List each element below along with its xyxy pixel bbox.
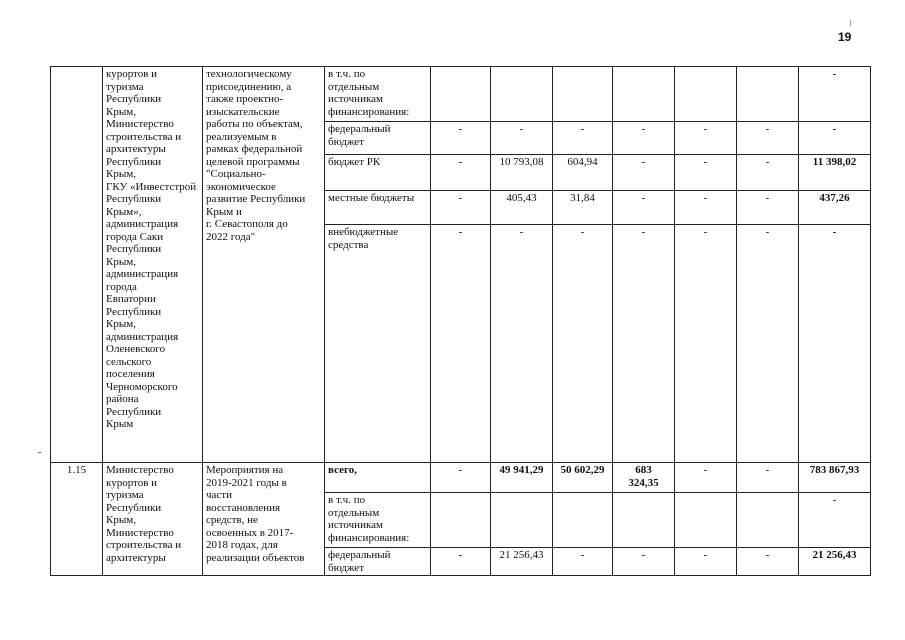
value-cell: -	[737, 191, 799, 225]
value-cell: -	[613, 548, 675, 576]
value-cell: -	[431, 155, 491, 191]
value-cell: -	[491, 225, 553, 463]
description-cell: Мероприятия на 2019-2021 годы в части восстановления средств, не освоенных в 2017- 2018 годах, для реализации объектов	[203, 463, 325, 576]
page-number: 19	[838, 30, 852, 44]
total-cell: 437,26	[799, 191, 871, 225]
stray-mark	[38, 452, 41, 453]
value-cell	[675, 493, 737, 548]
total-cell: -	[799, 67, 871, 122]
value-cell: -	[553, 225, 613, 463]
value-cell: -	[613, 155, 675, 191]
value-cell: -	[553, 548, 613, 576]
value-cell: -	[553, 122, 613, 155]
value-cell: 21 256,43	[491, 548, 553, 576]
total-cell: 783 867,93	[799, 463, 871, 493]
value-cell	[737, 67, 799, 122]
value-cell: -	[737, 225, 799, 463]
total-cell: 11 398,02	[799, 155, 871, 191]
value-cell: -	[675, 463, 737, 493]
value-cell: -	[431, 122, 491, 155]
value-cell: 49 941,29	[491, 463, 553, 493]
value-cell: -	[431, 225, 491, 463]
value-cell	[613, 67, 675, 122]
table-row	[51, 463, 871, 493]
source-cell: в т.ч. по отдельным источникам финансирования:	[325, 67, 431, 122]
value-cell: -	[675, 225, 737, 463]
value-cell	[613, 493, 675, 548]
table-row	[51, 67, 871, 122]
value-cell	[675, 67, 737, 122]
value-cell: 405,43	[491, 191, 553, 225]
item-number-cell: 1.15	[51, 463, 103, 576]
value-cell: 604,94	[553, 155, 613, 191]
value-cell: -	[675, 155, 737, 191]
value-cell: -	[737, 155, 799, 191]
value-cell	[431, 493, 491, 548]
value-cell: -	[675, 191, 737, 225]
value-cell: -	[737, 122, 799, 155]
value-cell	[553, 67, 613, 122]
value-cell: -	[675, 548, 737, 576]
value-cell: -	[613, 191, 675, 225]
value-cell	[553, 493, 613, 548]
total-cell: 21 256,43	[799, 548, 871, 576]
total-cell: -	[799, 225, 871, 463]
value-cell: -	[491, 122, 553, 155]
value-cell: 10 793,08	[491, 155, 553, 191]
total-cell: -	[799, 493, 871, 548]
value-cell: -	[431, 548, 491, 576]
value-cell: -	[613, 225, 675, 463]
value-cell	[491, 67, 553, 122]
value-cell: -	[737, 463, 799, 493]
value-cell: 31,84	[553, 191, 613, 225]
value-cell: -	[737, 548, 799, 576]
financing-table	[50, 66, 871, 576]
item-number-cell	[51, 67, 103, 463]
value-cell: -	[675, 122, 737, 155]
source-cell: бюджет РК	[325, 155, 431, 191]
value-cell: -	[431, 463, 491, 493]
margin-tick	[850, 20, 851, 26]
value-cell: 50 602,29	[553, 463, 613, 493]
source-cell: федеральный бюджет	[325, 122, 431, 155]
responsible-cell: Министерство курортов и туризма Республики Крым, Министерство строительства и архитектуры	[103, 463, 203, 576]
source-cell: федеральный бюджет	[325, 548, 431, 576]
source-cell: всего,	[325, 463, 431, 493]
responsible-cell: курортов и туризма Республики Крым, Министерство строительства и архитектуры Республики Крым, ГКУ «Инвестстрой Республики Крым», администрация города Саки Республики Крым, администрация города Евпатории Республики Крым, администрация Оленевского сельского поселения Черноморского района Республики Крым	[103, 67, 203, 463]
value-cell: 683 324,35	[613, 463, 675, 493]
source-cell: внебюджетные средства	[325, 225, 431, 463]
description-cell: технологическому присоединению, а также проектно- изыскательские работы по объектам, реализуемым в рамках федеральной целевой программы "Социально- экономическое развитие Республики Крым и г. Севастополя до 2022 года"	[203, 67, 325, 463]
value-cell: -	[431, 191, 491, 225]
value-cell	[491, 493, 553, 548]
total-cell: -	[799, 122, 871, 155]
source-cell: в т.ч. по отдельным источникам финансирования:	[325, 493, 431, 548]
source-cell: местные бюджеты	[325, 191, 431, 225]
value-cell	[431, 67, 491, 122]
value-cell	[737, 493, 799, 548]
value-cell: -	[613, 122, 675, 155]
